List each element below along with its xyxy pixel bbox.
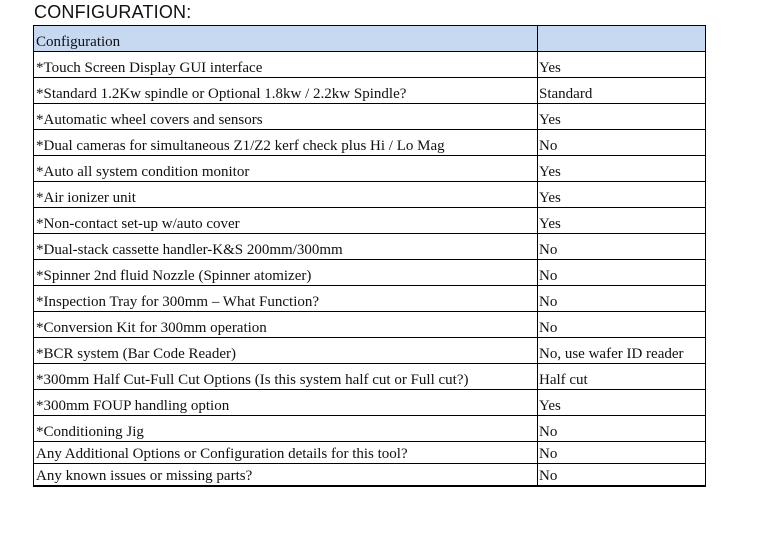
header-value [538,26,706,52]
row-item: *Conversion Kit for 300mm operation [34,312,538,338]
header-configuration: Configuration [34,26,538,52]
row-value: No [538,464,706,487]
table-row [34,156,706,182]
row-value: Yes [538,208,706,234]
row-value: Half cut [538,364,706,390]
row-item: *Inspection Tray for 300mm – What Function? [34,286,538,312]
row-value: No [538,442,706,464]
row-item: *Non-contact set-up w/auto cover [34,208,538,234]
table-header-row [34,26,706,52]
row-item: *Conditioning Jig [34,416,538,442]
row-item: *Dual cameras for simultaneous Z1/Z2 kerf check plus Hi / Lo Mag [34,130,538,156]
row-item: *Auto all system condition monitor [34,156,538,182]
row-item: *Touch Screen Display GUI interface [34,52,538,78]
row-value: No [538,416,706,442]
table-row [34,78,706,104]
row-value: No [538,260,706,286]
page-title: CONFIGURATION: [34,2,192,22]
table-row [34,390,706,416]
row-value: Yes [538,156,706,182]
row-item: *Spinner 2nd fluid Nozzle (Spinner atomizer) [34,260,538,286]
row-value: Yes [538,104,706,130]
table-row [34,416,706,442]
table-row [34,464,706,487]
table-row [34,234,706,260]
row-item: *Standard 1.2Kw spindle or Optional 1.8kw / 2.2kw Spindle? [34,78,538,104]
configuration-table [33,25,706,487]
table-row [34,364,706,390]
row-item: Any Additional Options or Configuration details for this tool? [34,442,538,464]
row-value: Yes [538,52,706,78]
table-row [34,260,706,286]
table-row [34,338,706,364]
row-item: *Dual-stack cassette handler-K&S 200mm/300mm [34,234,538,260]
row-value: No [538,234,706,260]
row-value: No [538,130,706,156]
row-item: *Automatic wheel covers and sensors [34,104,538,130]
row-value: No [538,286,706,312]
row-value: Standard [538,78,706,104]
table-row [34,52,706,78]
table-row [34,130,706,156]
row-item: Any known issues or missing parts? [34,464,538,487]
row-value: Yes [538,182,706,208]
row-item: *300mm FOUP handling option [34,390,538,416]
row-item: *BCR system (Bar Code Reader) [34,338,538,364]
row-value: Yes [538,390,706,416]
table-row [34,208,706,234]
row-item: *300mm Half Cut-Full Cut Options (Is this system half cut or Full cut?) [34,364,538,390]
table-row [34,182,706,208]
row-item: *Air ionizer unit [34,182,538,208]
table-row [34,442,706,464]
row-value: No [538,312,706,338]
table-row [34,286,706,312]
table-row [34,104,706,130]
row-value: No, use wafer ID reader [538,338,706,364]
table-row [34,312,706,338]
